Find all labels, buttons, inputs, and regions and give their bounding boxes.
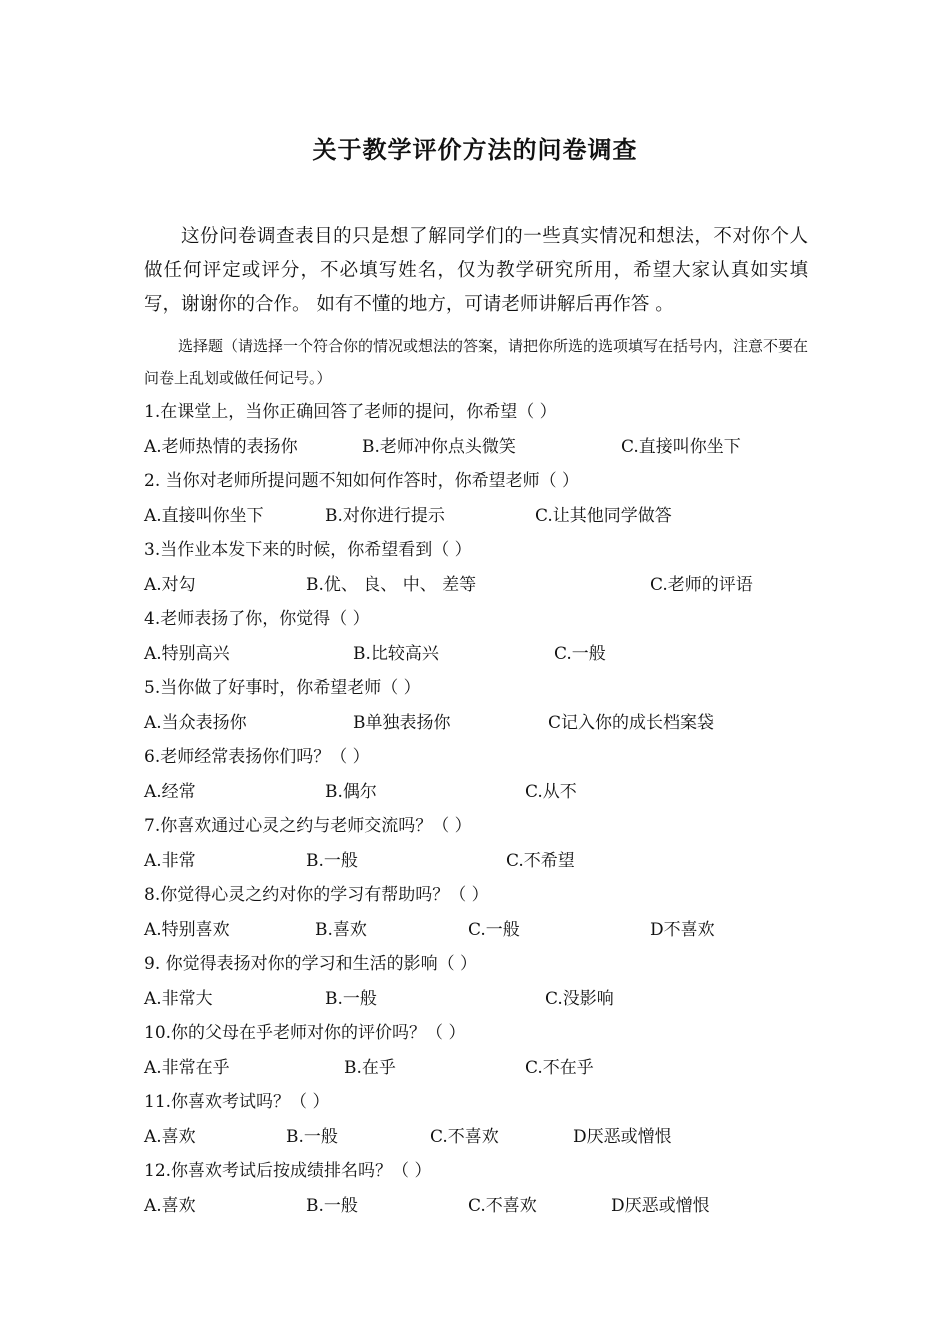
survey-title: 关于教学评价方法的问卷调查	[312, 136, 638, 164]
question-8: 8.你觉得心灵之约对你的学习有帮助吗？（ ）	[144, 885, 489, 905]
question-11: 11.你喜欢考试吗？（ ）	[144, 1092, 330, 1112]
question-11-options	[144, 1120, 844, 1155]
intro-paragraph: 这份问卷调查表目的只是想了解同学们的一些真实情况和想法，不对你个人做任何评定或评分，不必填写姓名，仅为教学研究所用，希望大家认真如实填写，谢谢你的合作。 如有不懂的地方，可请老师讲解后再作答 。	[144, 226, 808, 315]
option-b: B.偶尔	[325, 781, 377, 802]
question-8-options	[144, 913, 844, 948]
option-d: D厌恶或憎恨	[573, 1126, 672, 1147]
option-a: A.直接叫你坐下	[144, 505, 264, 526]
instruction-paragraph: 选择题（请选择一个符合你的情况或想法的答案，请把你所选的选项填写在括号内，注意不要在问卷上乱划或做任何记号。）	[144, 337, 809, 387]
option-a: A.喜欢	[144, 1126, 196, 1147]
option-b: B.一般	[325, 988, 377, 1009]
option-a: A.经常	[144, 781, 196, 802]
question-12: 12.你喜欢考试后按成绩排名吗？（ ）	[144, 1161, 432, 1181]
option-c: C.一般	[468, 919, 520, 940]
option-a: A.非常在乎	[144, 1057, 230, 1078]
option-c: C.不希望	[506, 850, 575, 871]
option-c: C.不喜欢	[430, 1126, 499, 1147]
option-c: C.一般	[554, 643, 606, 664]
question-1-options	[144, 430, 844, 465]
option-c: C.不喜欢	[468, 1195, 537, 1216]
option-c: C.从不	[525, 781, 577, 802]
option-b: B.对你进行提示	[325, 505, 445, 526]
question-9-options	[144, 982, 844, 1017]
option-a: A.对勾	[144, 574, 196, 595]
option-b: B单独表扬你	[353, 712, 451, 733]
option-b: B.一般	[306, 1195, 358, 1216]
question-10-options	[144, 1051, 844, 1086]
question-7: 7.你喜欢通过心灵之约与老师交流吗？（ ）	[144, 816, 472, 836]
question-3-options	[144, 568, 844, 603]
option-a: A.老师热情的表扬你	[144, 436, 298, 457]
option-a: A.喜欢	[144, 1195, 196, 1216]
question-list	[144, 395, 844, 1223]
question-7-options	[144, 844, 844, 879]
question-2-options	[144, 499, 844, 534]
option-a: A.特别高兴	[144, 643, 230, 664]
question-6-options	[144, 775, 844, 810]
option-c: C.直接叫你坐下	[621, 436, 741, 457]
question-9: 9. 你觉得表扬对你的学习和生活的影响（ ）	[144, 954, 478, 974]
option-b: B.在乎	[344, 1057, 396, 1078]
question-5: 5.当你做了好事时，你希望老师（ ）	[144, 678, 421, 698]
question-1: 1.在课堂上，当你正确回答了老师的提问，你希望（ ）	[144, 402, 557, 422]
option-b: B.一般	[286, 1126, 338, 1147]
option-b: B.一般	[306, 850, 358, 871]
option-c: C.让其他同学做答	[535, 505, 672, 526]
question-2: 2. 当你对老师所提问题不知如何作答时，你希望老师（ ）	[144, 471, 580, 491]
question-4: 4.老师表扬了你，你觉得（ ）	[144, 609, 370, 629]
option-b: B.比较高兴	[353, 643, 439, 664]
option-a: A.非常	[144, 850, 196, 871]
option-c: C.不在乎	[525, 1057, 594, 1078]
option-a: A.特别喜欢	[144, 919, 230, 940]
question-3: 3.当作业本发下来的时候，你希望看到（ ）	[144, 540, 472, 560]
option-d: D不喜欢	[650, 919, 715, 940]
option-b: B.喜欢	[315, 919, 367, 940]
option-d: D厌恶或憎恨	[611, 1195, 710, 1216]
question-10: 10.你的父母在乎老师对你的评价吗？（ ）	[144, 1023, 466, 1043]
question-4-options	[144, 637, 844, 672]
option-a: A.非常大	[144, 988, 213, 1009]
option-b: B.老师冲你点头微笑	[362, 436, 516, 457]
option-c: C记入你的成长档案袋	[548, 712, 715, 733]
question-6: 6.老师经常表扬你们吗？（ ）	[144, 747, 370, 767]
option-c: C.老师的评语	[650, 574, 753, 595]
option-c: C.没影响	[545, 988, 614, 1009]
question-5-options	[144, 706, 844, 741]
question-12-options	[144, 1189, 844, 1224]
option-a: A.当众表扬你	[144, 712, 247, 733]
option-b: B.优、 良、 中、 差等	[306, 574, 477, 595]
